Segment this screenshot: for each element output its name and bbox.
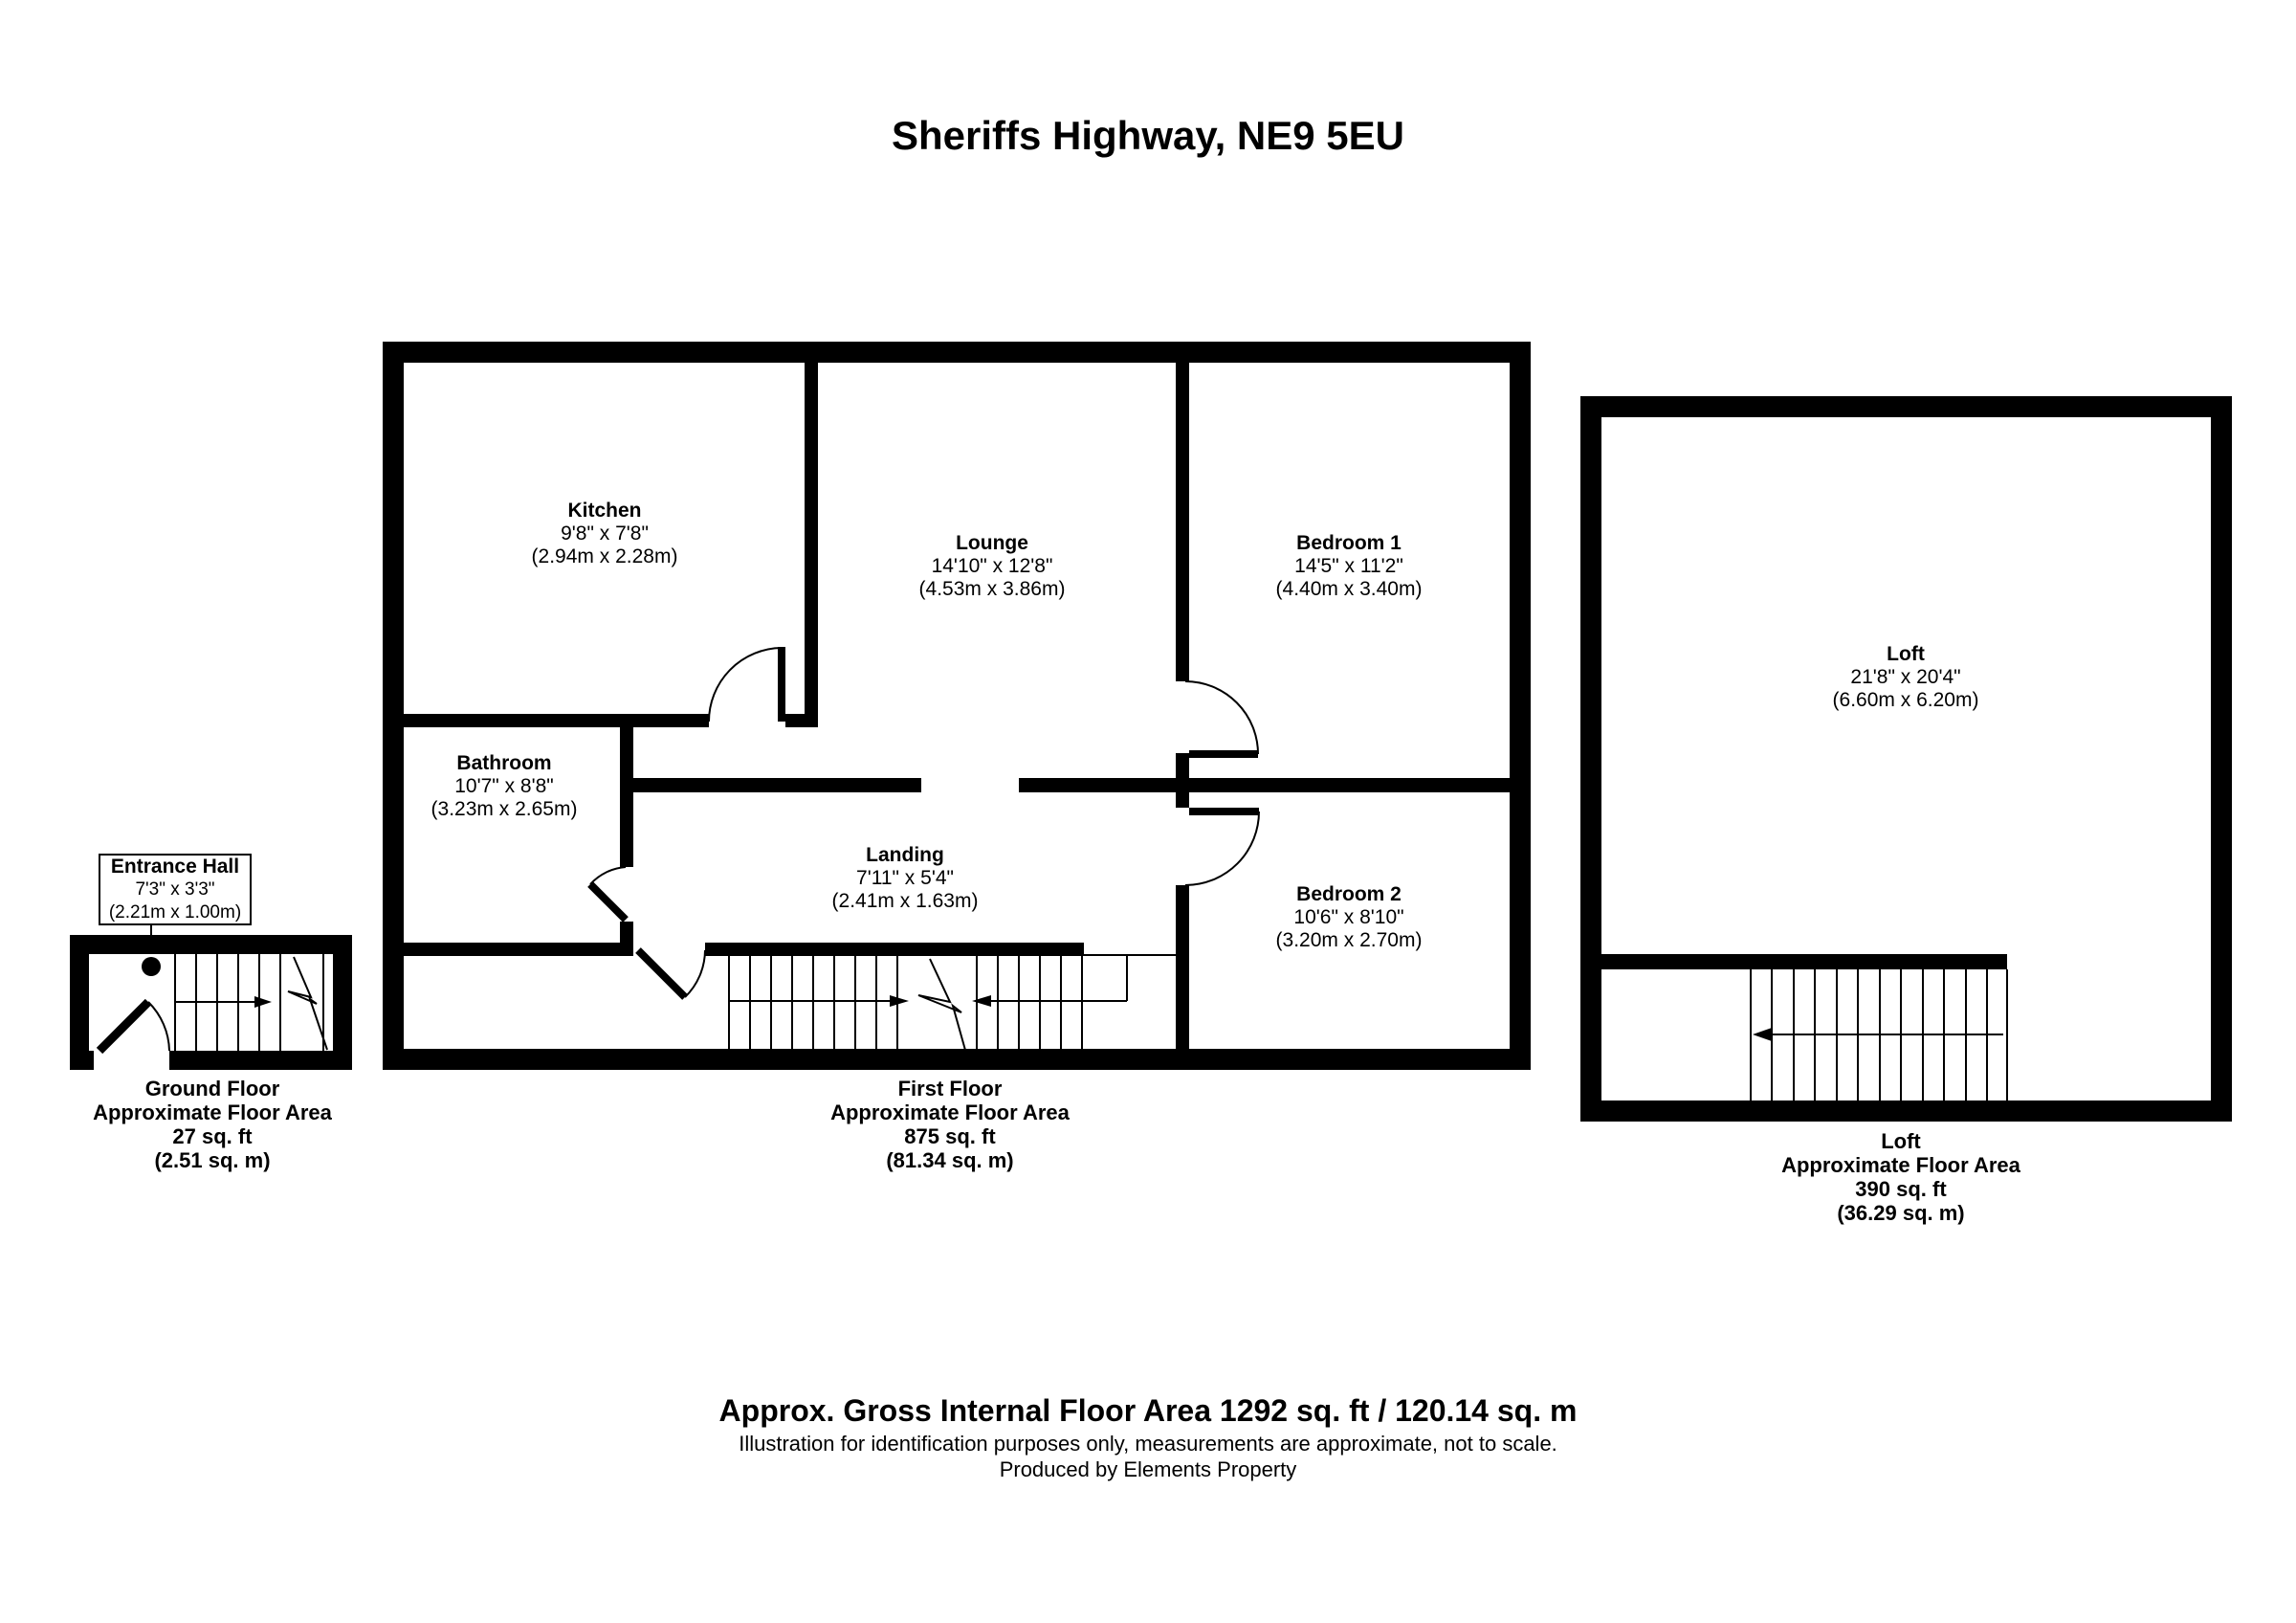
room-metric: (6.60m x 6.20m) [1832, 689, 1979, 711]
stairs-ground-floor [175, 954, 323, 1051]
entrance-hall-callout [99, 854, 252, 925]
room-label-loft [1833, 643, 1979, 712]
caption-line: 27 sq. ft [172, 1124, 253, 1148]
door-bathroom [590, 867, 626, 920]
room-label-bathroom [431, 752, 578, 821]
room-dims: 10'7" x 8'8" [454, 775, 554, 797]
disclaimer-note: Illustration for identification purposes only, measurements are approximate, not to scale. [739, 1432, 1557, 1456]
room-name: Entrance Hall [110, 856, 240, 878]
caption-line: (36.29 sq. m) [1837, 1201, 1965, 1225]
room-name: Bedroom 2 [1296, 883, 1402, 905]
caption-line: Approximate Floor Area [1781, 1153, 2020, 1177]
door-entrance [99, 1002, 169, 1051]
room-metric: (2.21m x 1.00m) [108, 902, 242, 923]
room-metric: (2.41m x 1.63m) [831, 890, 979, 912]
caption-line: (2.51 sq. m) [154, 1148, 271, 1172]
gross-area-total: Approx. Gross Internal Floor Area 1292 sq. ft / 120.14 sq. m [718, 1393, 1578, 1428]
producer-credit: Produced by Elements Property [999, 1457, 1297, 1481]
page-title: Sheriffs Highway, NE9 5EU [891, 113, 1405, 158]
caption-loft [1781, 1129, 2020, 1225]
caption-line: Approximate Floor Area [830, 1101, 1070, 1124]
caption-line: 390 sq. ft [1855, 1177, 1947, 1201]
room-metric: (4.53m x 3.86m) [918, 578, 1066, 600]
room-dims: 21'8" x 20'4" [1850, 666, 1961, 688]
stairs-first-floor [729, 955, 1176, 1049]
newel-post-dot [142, 957, 161, 976]
room-name: Landing [866, 844, 944, 866]
caption-line: Approximate Floor Area [93, 1101, 332, 1124]
caption-ground-floor [93, 1077, 332, 1172]
caption-line: First Floor [897, 1077, 1003, 1101]
room-dims: 7'3" x 3'3" [135, 879, 215, 900]
stairs-break-symbol-ground-floor [288, 957, 327, 1050]
room-label-kitchen [532, 500, 678, 568]
caption-line: (81.34 sq. m) [886, 1148, 1014, 1172]
room-name: Kitchen [567, 500, 642, 522]
caption-line: 875 sq. ft [904, 1124, 996, 1148]
room-label-bedroom-2 [1276, 883, 1423, 952]
room-metric: (2.94m x 2.28m) [531, 545, 678, 567]
door-kitchen [709, 647, 785, 722]
stairs-break-symbol-first-floor [918, 959, 968, 1060]
stairs-direction-arrow-loft [1753, 1028, 1772, 1041]
room-label-lounge [919, 532, 1066, 601]
caption-first-floor [830, 1077, 1070, 1172]
room-name: Lounge [956, 532, 1028, 554]
room-dims: 14'10" x 12'8" [931, 555, 1053, 577]
room-name: Loft [1887, 643, 1925, 665]
stairs-direction-arrow-ground-floor [254, 996, 272, 1008]
room-label-landing [832, 844, 979, 913]
door-bedroom-1 [1185, 681, 1258, 758]
room-dims: 10'6" x 8'10" [1293, 906, 1404, 928]
room-name: Bathroom [456, 752, 552, 774]
caption-line: Loft [1881, 1129, 1921, 1153]
room-metric: (3.23m x 2.65m) [430, 798, 578, 820]
room-label-bedroom-1 [1276, 532, 1423, 601]
room-name: Bedroom 1 [1296, 532, 1402, 554]
door-bedroom-2 [1185, 808, 1259, 885]
room-dims: 9'8" x 7'8" [561, 522, 649, 545]
room-dims: 7'11" x 5'4" [856, 867, 954, 889]
caption-line: Ground Floor [144, 1077, 280, 1101]
door-stairs-landing [638, 950, 705, 997]
room-metric: (3.20m x 2.70m) [1275, 929, 1423, 951]
room-metric: (4.40m x 3.40m) [1275, 578, 1423, 600]
room-dims: 14'5" x 11'2" [1294, 555, 1403, 577]
stairs-loft [1751, 969, 2007, 1101]
